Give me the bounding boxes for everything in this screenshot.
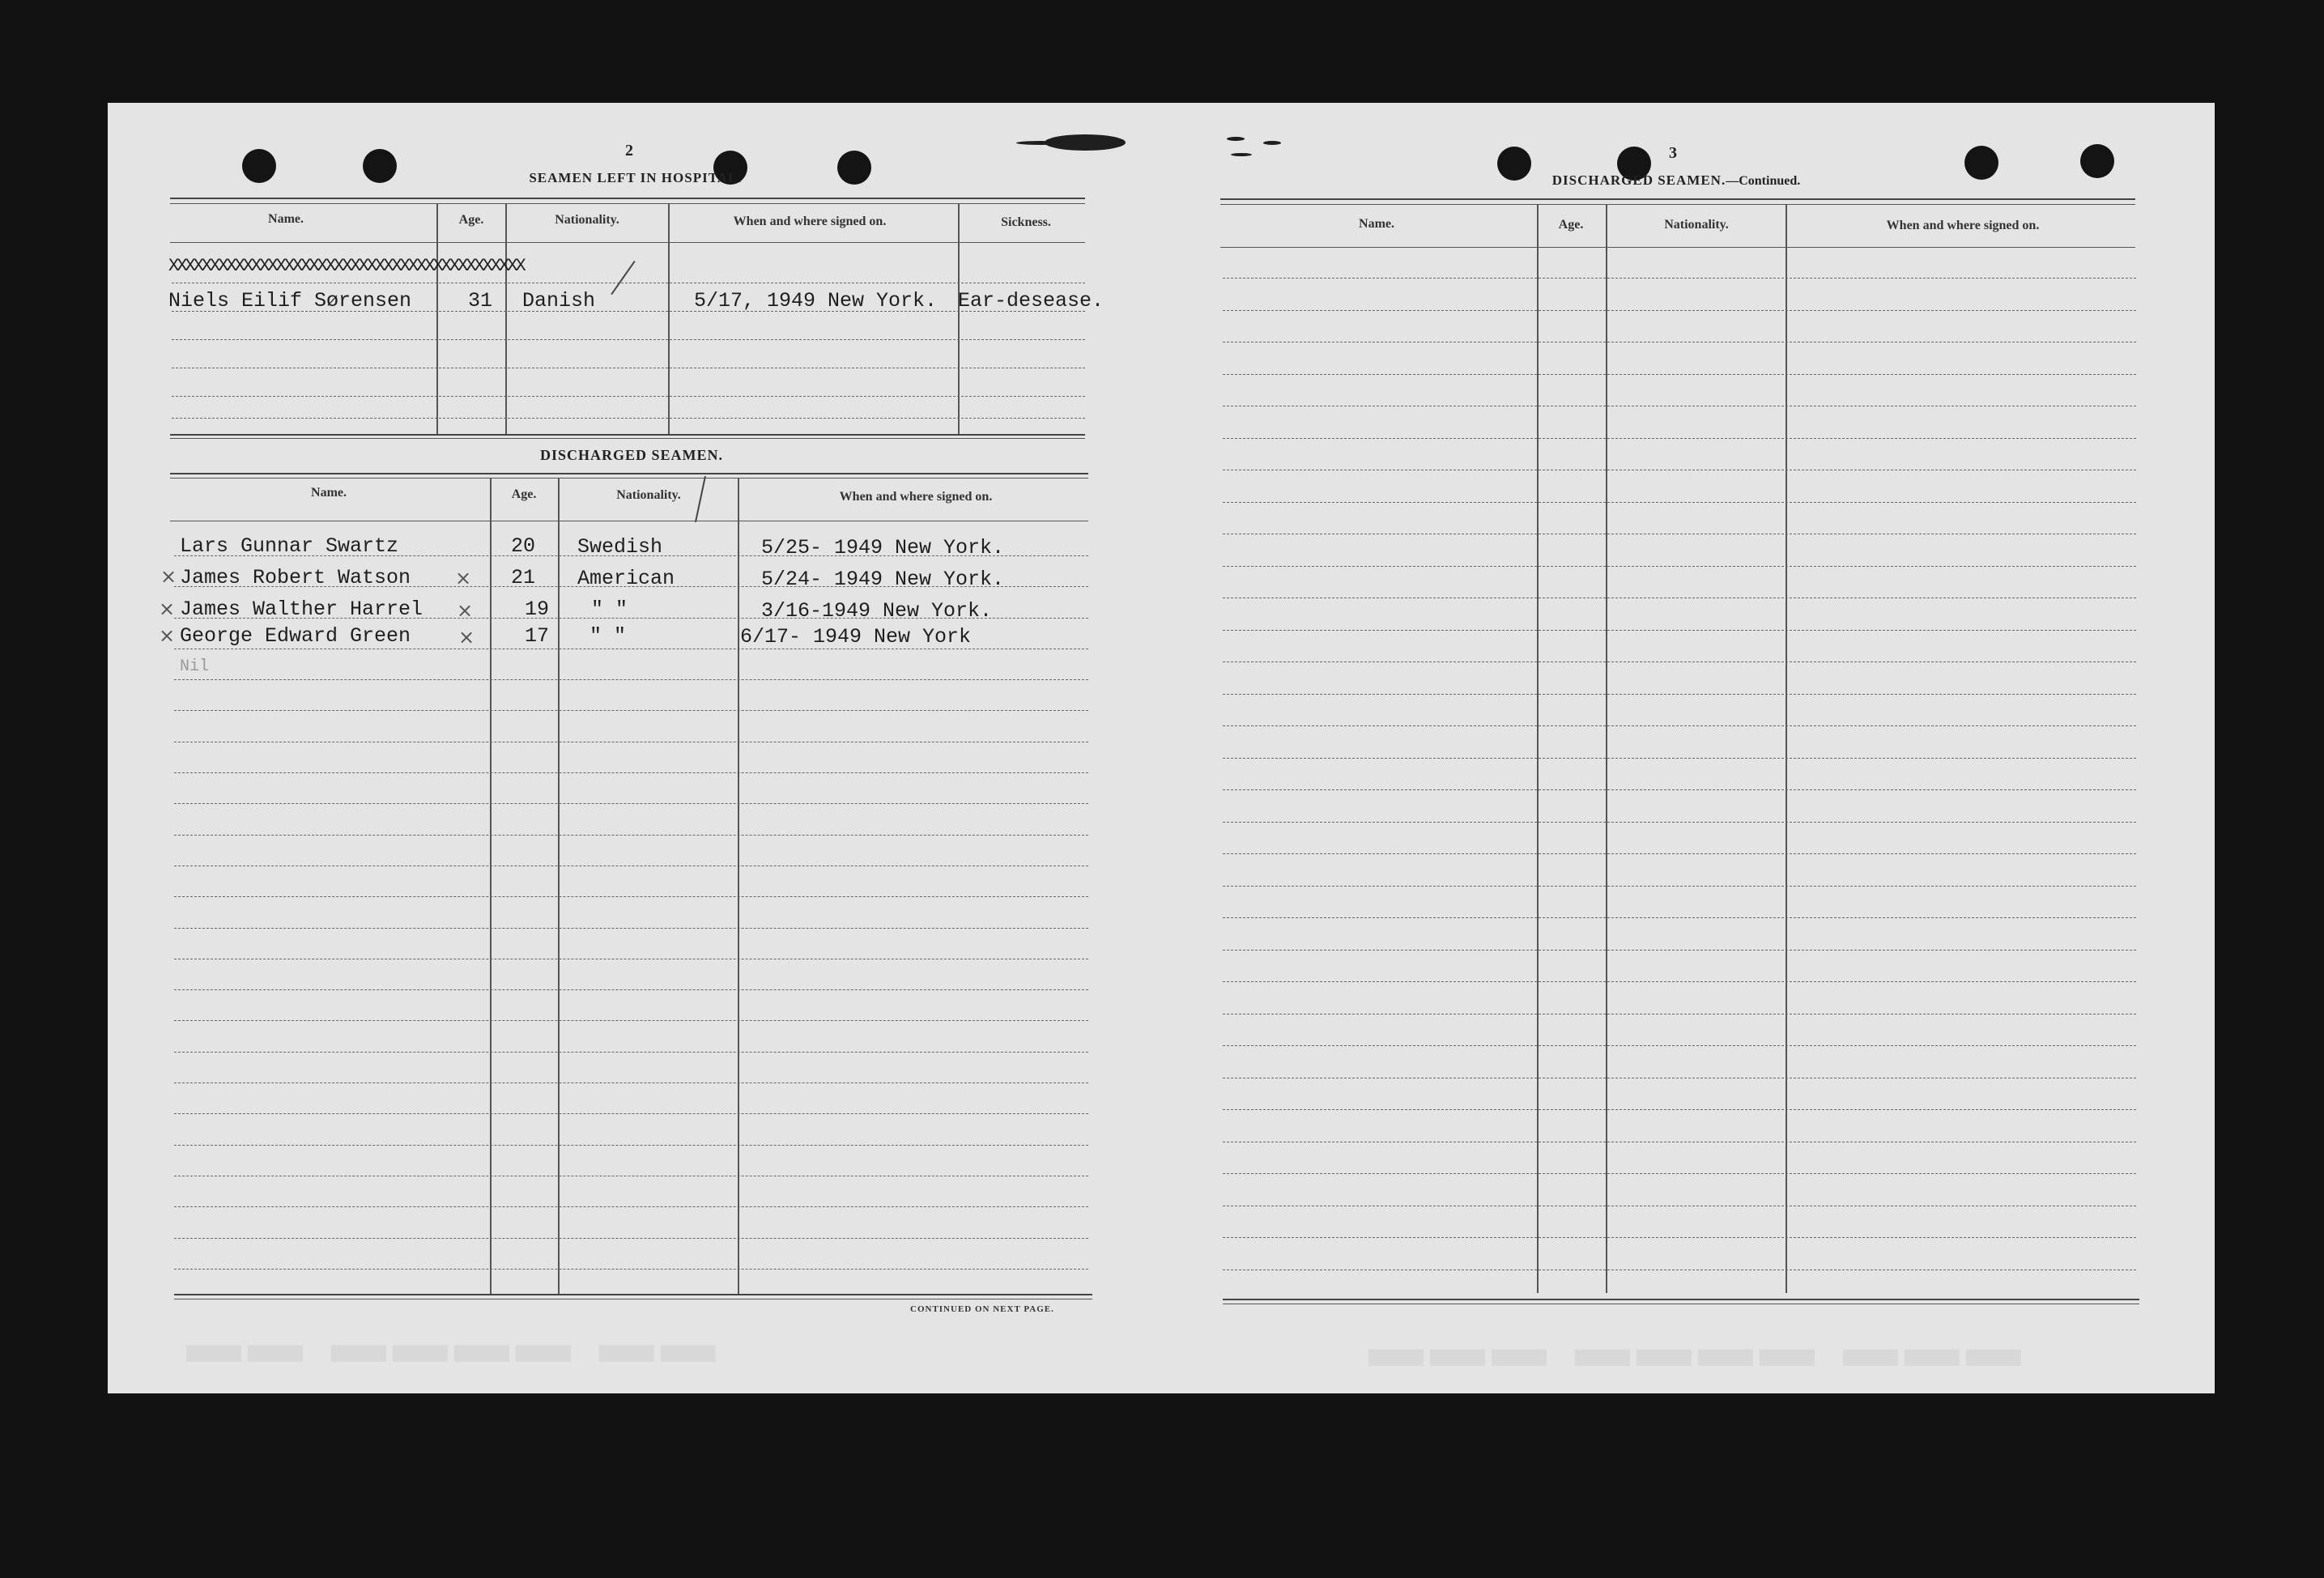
ink-smudge <box>1263 141 1281 145</box>
column-divider <box>738 478 739 1295</box>
row-line <box>174 1082 1088 1083</box>
table-rule <box>170 434 1085 436</box>
record-sheet <box>108 103 2215 1393</box>
table-rule <box>1223 1299 2139 1300</box>
table-rule <box>170 203 1085 204</box>
table-rule <box>1220 198 2135 200</box>
check-x-mark: × <box>457 599 474 622</box>
seaman-name: Lars Gunnar Swartz <box>180 534 399 558</box>
seaman-nationality: " " <box>591 598 628 621</box>
seaman-name: Niels Eilif Sørensen <box>168 289 412 313</box>
seaman-age: 17 <box>525 624 550 648</box>
check-x-mark: × <box>159 624 176 647</box>
header-rule <box>1220 247 2135 248</box>
column-divider <box>436 203 438 434</box>
row-line <box>174 896 1088 897</box>
row-line <box>174 679 1088 680</box>
seaman-nationality: American <box>577 567 675 590</box>
row-line <box>1223 1109 2136 1110</box>
signed-on-date-place: 5/25- 1949 New York. <box>761 536 1005 559</box>
binder-hole <box>242 149 276 183</box>
row-line <box>1223 917 2136 918</box>
row-line <box>174 989 1088 990</box>
row-line <box>174 1238 1088 1239</box>
row-line <box>174 1020 1088 1021</box>
seaman-nationality: Swedish <box>577 535 663 559</box>
page-title-text: DISCHARGED SEAMEN. <box>1551 172 1726 188</box>
sickness: Ear-desease. <box>958 289 1105 313</box>
column-divider <box>490 478 492 1295</box>
seaman-name: George Edward Green <box>180 624 411 648</box>
row-line <box>1223 661 2136 662</box>
column-divider <box>1606 204 1607 1293</box>
row-line <box>174 835 1088 836</box>
column-header-sickness: Sickness. <box>1001 215 1051 229</box>
row-line <box>174 1052 1088 1053</box>
column-header-name: Name. <box>1359 217 1394 231</box>
struck-out-entry: XXXXXXXXXXXXXXXXXXXXXXXXXXXXXXXXXXXXXXXXXXX <box>168 256 524 276</box>
section-title: DISCHARGED SEAMEN. <box>539 447 724 463</box>
column-divider <box>668 203 670 434</box>
seaman-age: 21 <box>511 566 536 589</box>
page-number: 2 <box>625 142 633 160</box>
column-divider <box>1537 204 1539 1293</box>
row-line <box>174 1269 1088 1270</box>
row-line <box>174 928 1088 929</box>
row-line <box>1223 886 2136 887</box>
column-divider <box>558 478 560 1295</box>
seaman-nationality: " " <box>590 624 627 648</box>
binder-hole <box>837 151 871 185</box>
binder-hole <box>1497 147 1531 181</box>
row-line <box>1223 438 2136 439</box>
row-line <box>172 418 1085 419</box>
table-rule <box>170 478 1088 479</box>
column-header-age: Age. <box>1558 218 1584 232</box>
row-line <box>1223 694 2136 695</box>
column-header-name: Name. <box>268 212 304 226</box>
page-title-suffix: —Continued. <box>1726 174 1801 188</box>
row-line <box>1223 981 2136 982</box>
row-line <box>172 311 1085 312</box>
header-rule <box>170 242 1085 243</box>
row-line <box>1223 789 2136 790</box>
bleed-through-texture: ▬▬▬ ▬▬▬▬ ▬▬▬ <box>1368 1316 2028 1378</box>
row-line <box>172 339 1085 340</box>
signed-on-date-place: 5/24- 1949 New York. <box>761 568 1005 591</box>
row-line <box>174 710 1088 711</box>
row-line <box>174 586 1088 587</box>
row-line <box>1223 1173 2136 1174</box>
table-rule <box>174 1294 1092 1295</box>
column-divider <box>1786 204 1787 1293</box>
column-divider <box>958 203 960 434</box>
seaman-age: 31 <box>468 289 493 313</box>
column-header-signed-on: When and where signed on. <box>1886 219 2040 232</box>
check-x-mark: × <box>159 598 176 620</box>
signed-on-date-place: 5/17, 1949 New York. <box>694 289 938 313</box>
row-line <box>1223 1045 2136 1046</box>
page-number: 3 <box>1669 144 1677 162</box>
row-line <box>172 396 1085 397</box>
row-line <box>1223 630 2136 631</box>
table-rule <box>170 198 1085 199</box>
seaman-age: 20 <box>511 534 536 558</box>
seaman-nationality: Danish <box>522 289 596 313</box>
row-line <box>174 618 1088 619</box>
row-line <box>1223 822 2136 823</box>
ink-smudge <box>1231 153 1252 156</box>
row-line <box>1223 1237 2136 1238</box>
seaman-name: James Robert Watson <box>180 566 411 589</box>
column-divider <box>505 203 507 434</box>
row-line <box>1223 502 2136 503</box>
table-rule <box>170 438 1085 439</box>
check-x-mark: × <box>458 626 475 649</box>
binder-hole <box>363 149 397 183</box>
page-title: SEAMEN LEFT IN HOSPITAL. <box>529 170 743 185</box>
row-line <box>174 772 1088 773</box>
row-line <box>174 803 1088 804</box>
seaman-name: James Walther Harrel <box>180 598 424 621</box>
binder-hole <box>1964 146 1998 180</box>
row-line <box>1223 725 2136 726</box>
ink-smudge <box>1227 137 1245 141</box>
row-line <box>174 555 1088 556</box>
seaman-age: 19 <box>525 598 550 621</box>
row-line <box>174 1113 1088 1114</box>
column-header-signed-on: When and where signed on. <box>733 215 887 228</box>
page-title <box>1552 172 1801 189</box>
row-line <box>1223 758 2136 759</box>
row-line <box>174 1145 1088 1146</box>
column-header-nationality: Nationality. <box>1664 218 1729 232</box>
check-x-mark: × <box>160 565 177 588</box>
column-header-nationality: Nationality. <box>555 213 619 227</box>
bleed-through-texture: ▬▬ ▬▬▬▬ ▬▬ <box>186 1312 722 1374</box>
column-header-signed-on: When and where signed on. <box>839 490 993 504</box>
check-x-mark: × <box>455 567 472 589</box>
signed-on-date-place: 6/17- 1949 New York <box>740 625 972 649</box>
binder-hole <box>2080 144 2114 178</box>
column-header-age: Age. <box>511 487 537 501</box>
column-header-name: Name. <box>311 486 347 500</box>
ink-smudge <box>1016 141 1065 145</box>
row-line <box>1223 853 2136 854</box>
signed-on-date-place: 3/16-1949 New York. <box>761 599 993 623</box>
row-line <box>174 1206 1088 1207</box>
continued-note: CONTINUED ON NEXT PAGE. <box>910 1304 1054 1314</box>
column-header-nationality: Nationality. <box>616 488 681 502</box>
row-line <box>1223 950 2136 951</box>
row-line <box>1223 566 2136 567</box>
table-rule <box>1220 204 2135 205</box>
row-line <box>1223 374 2136 375</box>
table-rule <box>170 473 1088 474</box>
row-line <box>1223 310 2136 311</box>
faint-entry: Nil <box>180 657 210 676</box>
column-header-age: Age. <box>458 213 484 227</box>
row-line <box>1223 278 2136 279</box>
